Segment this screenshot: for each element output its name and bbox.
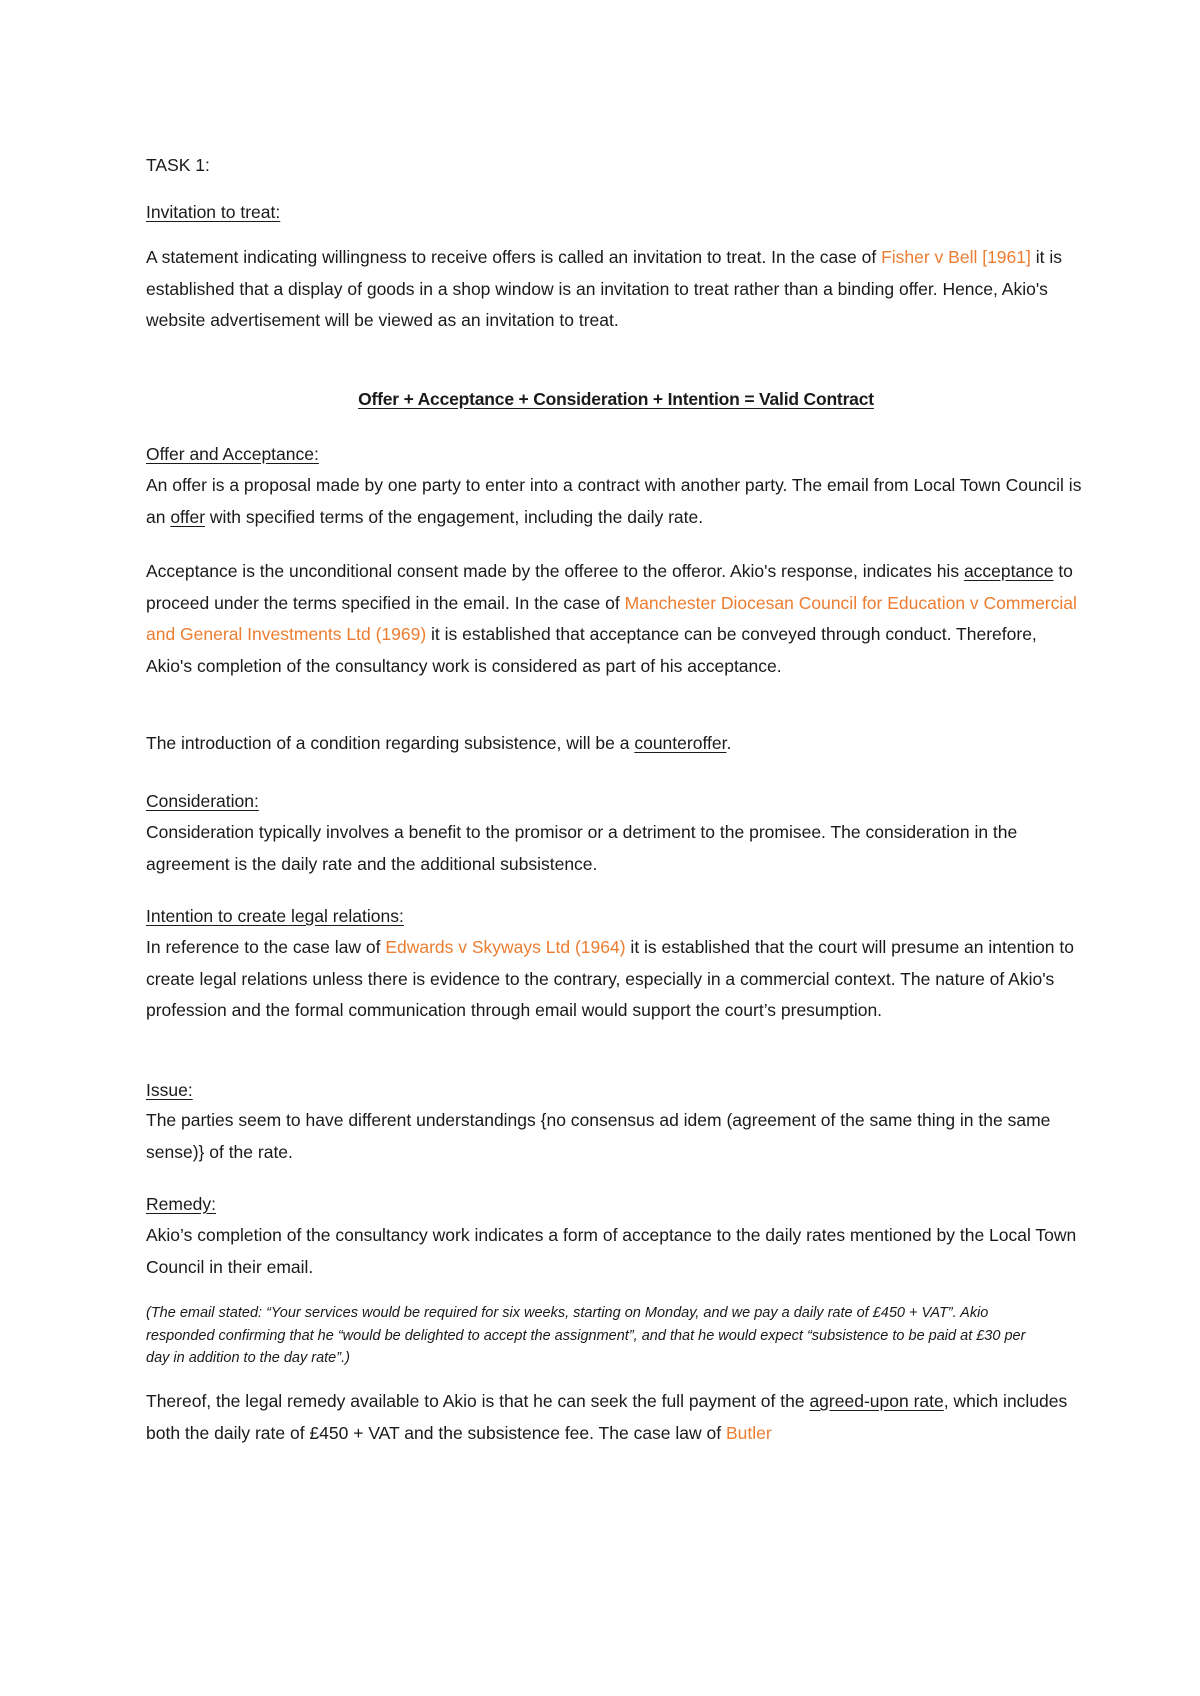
section-remedy xyxy=(146,1189,1086,1221)
remedy-heading: Remedy: xyxy=(146,1194,217,1214)
intention-heading: Intention to create legal relations: xyxy=(146,906,404,926)
section-intention xyxy=(146,901,1086,933)
case-edwards-v-skyways: Edwards v Skyways Ltd (1964) xyxy=(385,937,626,957)
consideration-paragraph: Consideration typically involves a benefit to the promisor or a detriment to the promisee. The consideration in the agreement is the daily rate and the additional subsistence. xyxy=(146,822,1018,874)
acceptance-paragraph: Acceptance is the unconditional consent made by the offeree to the offeror. Akio's response, indicates his acceptance to proceed under the terms specified in the email. In the case of Manchester Diocesan Council for Education v Commercial and General Investments Ltd (1969) it is established that acceptance can be conveyed through conduct. Therefore, Akio's completion of the consultancy work is considered as part of his acceptance. xyxy=(146,561,1077,676)
consideration-heading: Consideration: xyxy=(146,791,259,811)
section-consideration xyxy=(146,786,1086,818)
remedy-paragraph: Akio’s completion of the consultancy work indicates a form of acceptance to the daily rates mentioned by the Local Town Council in their email. xyxy=(146,1225,1077,1277)
invitation-paragraph: A statement indicating willingness to receive offers is called an invitation to treat. In the case of Fisher v Bell [1961] it is established that a display of goods in a shop window is an invitation to treat rather than a binding offer. Hence, Akio's website advertisement will be viewed as an invitation to treat. xyxy=(146,247,1062,330)
agreed-upon-rate-term: agreed-upon rate xyxy=(809,1391,944,1411)
offer-term: offer xyxy=(170,506,206,527)
task-heading: TASK 1: xyxy=(146,155,210,175)
offer-paragraph: An offer is a proposal made by one party to enter into a contract with another party. The email from Local Town Council is an offer with specified terms of the engagement, including the daily rate. xyxy=(146,475,1082,527)
counteroffer-term: counteroffer xyxy=(634,733,727,753)
counteroffer-paragraph: The introduction of a condition regarding subsistence, will be a counteroffer. xyxy=(146,733,732,753)
intention-paragraph: In reference to the case law of Edwards v Skyways Ltd (1964) it is established that the court will presume an intention to create legal relations unless there is evidence to the contrary, especially in a commercial context. The nature of Akio's profession and the formal communication through email would support the court’s presumption. xyxy=(146,937,1074,1020)
remedy-conclusion-paragraph: Thereof, the legal remedy available to Akio is that he can seek the full payment of the agreed-upon rate, which includes both the daily rate of £450 + VAT and the subsistence fee. The case law of Butler xyxy=(146,1391,1068,1443)
offer-acceptance-heading: Offer and Acceptance: xyxy=(146,444,319,464)
section-issue xyxy=(146,1075,1086,1107)
email-quote-note: (The email stated: “Your services would be required for six weeks, starting on Monday, and we pay a daily rate of £450 + VAT”. Akio responded confirming that he “would be delighted to accept the assignment”, and that he would expect “subsistence to be paid at £30 per day in addition to the day rate”.) xyxy=(146,1305,1026,1366)
issue-paragraph: The parties seem to have different understandings {no consensus ad idem (agreement of the same thing in the same sense)} of the rate. xyxy=(146,1110,1051,1162)
formula-title: Offer + Acceptance + Consideration + Intention = Valid Contract xyxy=(358,389,874,409)
invitation-heading: Invitation to treat: xyxy=(146,202,281,222)
case-manchester-diocesan: Manchester Diocesan Council for Education v Commercial and General Investments Ltd (1969) xyxy=(146,592,1077,644)
acceptance-term: acceptance xyxy=(963,561,1054,581)
section-offer-acceptance xyxy=(146,439,1086,471)
section-invitation xyxy=(146,197,1086,229)
case-butler: Butler xyxy=(725,1422,772,1443)
case-fisher-v-bell: Fisher v Bell [1961] xyxy=(881,247,1031,267)
issue-heading: Issue: xyxy=(146,1080,193,1100)
